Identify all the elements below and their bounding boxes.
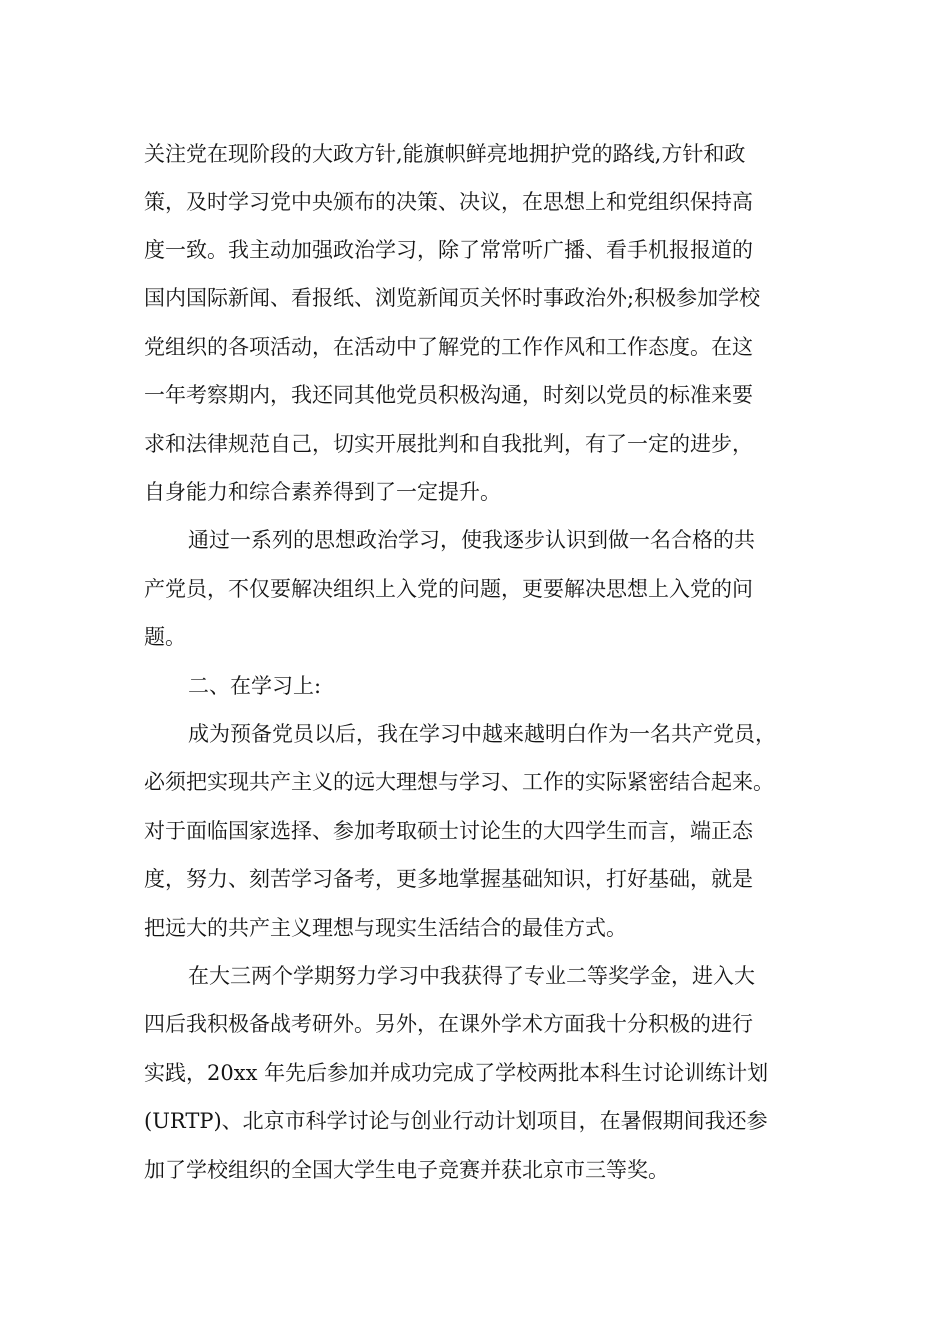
section-heading: 二、在学习上: <box>188 674 322 698</box>
text-line: 党组织的各项活动，在活动中了解党的工作作风和工作态度。在这 <box>144 335 753 359</box>
paragraph-first-line: 成为预备党员以后，我在学习中越来越明白作为一名共产党员， <box>188 722 776 746</box>
text-line: 国内国际新闻、看报纸、浏览新闻页关怀时事政治外;积极参加学校 <box>144 286 761 310</box>
text-line: 度一致。我主动加强政治学习，除了常常听广播、看手机报报道的 <box>144 238 753 262</box>
text-line: 关注党在现阶段的大政方针,能旗帜鲜亮地拥护党的路线,方针和政 <box>144 142 746 166</box>
text-line: (URTP)、北京市科学讨论与创业行动计划项目，在暑假期间我还参 <box>144 1109 768 1133</box>
text-line: 策，及时学习党中央颁布的决策、决议，在思想上和党组织保持高 <box>144 190 753 214</box>
paragraph-first-line: 通过一系列的思想政治学习，使我逐步认识到做一名合格的共 <box>188 528 755 552</box>
text-line: 必须把实现共产主义的远大理想与学习、工作的实际紧密结合起来。 <box>144 770 774 794</box>
text-line: 产党员，不仅要解决组织上入党的问题，更要解决思想上入党的问 <box>144 577 753 601</box>
text-line: 度，努力、刻苦学习备考，更多地掌握基础知识，打好基础，就是 <box>144 867 753 891</box>
text-line: 自身能力和综合素养得到了一定提升。 <box>144 480 501 504</box>
text-line: 实践，20xx 年先后参加并成功完成了学校两批本科生讨论训练计划 <box>144 1061 769 1085</box>
text-line: 题。 <box>144 625 186 649</box>
paragraph-first-line: 在大三两个学期努力学习中我获得了专业二等奖学金，进入大 <box>188 964 755 988</box>
text-line: 求和法律规范自己，切实开展批判和自我批判，有了一定的进步， <box>144 432 753 456</box>
text-line: 四后我积极备战考研外。另外，在课外学术方面我十分积极的进行 <box>144 1012 753 1036</box>
text-line: 加了学校组织的全国大学生电子竞赛并获北京市三等奖。 <box>144 1158 669 1182</box>
text-line: 把远大的共产主义理想与现实生活结合的最佳方式。 <box>144 916 627 940</box>
text-line: 对于面临国家选择、参加考取硕士讨论生的大四学生而言，端正态 <box>144 819 753 843</box>
text-line: 一年考察期内，我还同其他党员积极沟通，时刻以党员的标准来要 <box>144 383 753 407</box>
